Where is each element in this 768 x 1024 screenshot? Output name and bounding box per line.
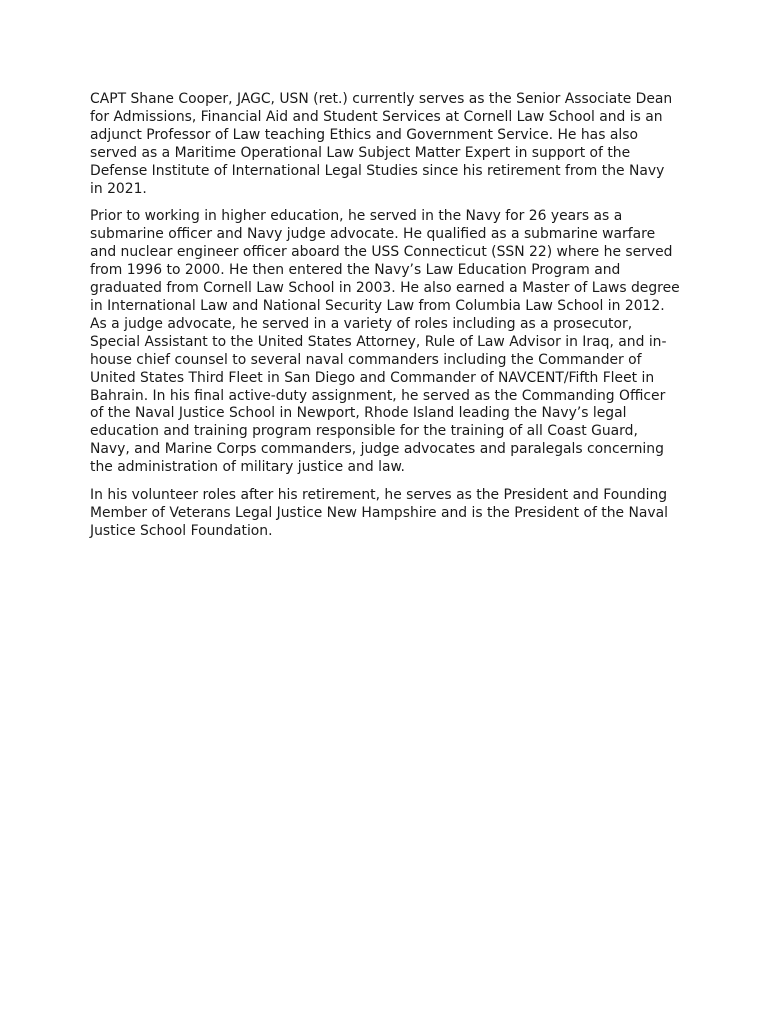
paragraph-navy-career: Prior to working in higher education, he served in the Navy for 26 years as a submarine officer and Navy judge advocate. He qualified as a submarine warfare and nuclear engineer officer aboard the USS Connecticut (SSN 22) where he served from 1996 to 2000. He then entered the Navy’s Law Education Program and graduated from Cornell Law School in 2003. He also earned a Master of Laws degree in International Law and National Security Law from Columbia Law School in 2012. As a judge advocate, he served in a variety of roles including as a prosecutor, Special Assistant to the United States Attorney, Rule of Law Advisor in Iraq, and in- house chief counsel to several naval commanders including the Commander of United States Third Fleet in San Diego and Commander of NAVCENT/Fifth Fleet in Bahrain. In his final active-duty assignment, he served as the Commanding Officer of the Naval Justice School in Newport, Rhode Island leading the Navy’s legal education and training program responsible for the training of all Coast Guard, Navy, and Marine Corps commanders, judge advocates and paralegals concerning the administration of military justice and law. [90,208,680,476]
document-page [90,91,682,551]
paragraph-volunteer-roles: In his volunteer roles after his retirement, he serves as the President and Founding Member of Veterans Legal Justice New Hampshire and is the President of the Naval Justice School Foundation. [90,487,668,539]
paragraph-current-role: CAPT Shane Cooper, JAGC, USN (ret.) currently serves as the Senior Associate Dean for Admissions, Financial Aid and Student Services at Cornell Law School and is an adjunct Professor of Law teaching Ethics and Government Service. He has also served as a Maritime Operational Law Subject Matter Expert in support of the Defense Institute of International Legal Studies since his retirement from the Navy in 2021. [90,91,673,197]
